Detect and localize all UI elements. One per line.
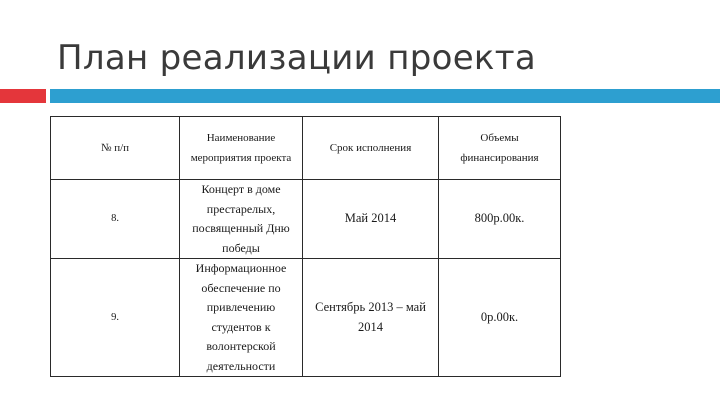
cell-number: 9.	[51, 259, 180, 377]
title-accent-bar-blue	[50, 89, 720, 103]
cell-event-name: Информационное обеспечение по привлечению студентов к волонтерской деятельности	[180, 259, 303, 377]
project-plan-table-wrapper	[50, 116, 561, 377]
title-accent-bar-red	[0, 89, 46, 103]
table-row	[51, 259, 561, 377]
table-row	[51, 180, 561, 259]
slide-title: План реализации проекта	[57, 38, 536, 78]
cell-term: Сентябрь 2013 – май 2014	[303, 259, 439, 377]
project-plan-table	[50, 116, 561, 377]
cell-funding: 0р.00к.	[439, 259, 561, 377]
cell-term: Май 2014	[303, 180, 439, 259]
cell-funding: 800р.00к.	[439, 180, 561, 259]
header-term: Срок исполнения	[303, 117, 439, 180]
table-header-row	[51, 117, 561, 180]
header-event-name: Наименование мероприятия проекта	[180, 117, 303, 180]
header-number: № п/п	[51, 117, 180, 180]
cell-number: 8.	[51, 180, 180, 259]
cell-event-name: Концерт в доме престарелых, посвященный Дню победы	[180, 180, 303, 259]
header-funding: Объемы финансирования	[439, 117, 561, 180]
